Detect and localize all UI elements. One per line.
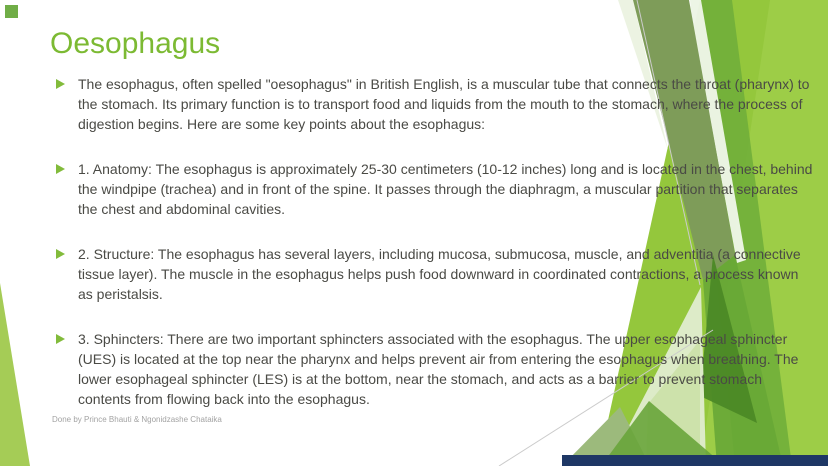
- bullet-text: 2. Structure: The esophagus has several layers, including mucosa, submucosa, muscle, and adventitia (a connective tissue layer). The muscle in the esophagus helps push food downward in coordinated contractions, a process known as peristalsis.: [78, 246, 801, 302]
- bullet-item: [53, 74, 815, 134]
- bullet-text: 1. Anatomy: The esophagus is approximately 25-30 centimeters (10-12 inches) long and is located in the chest, behind the windpipe (trachea) and in front of the spine. It passes through the diaphragm, a muscular partition that separates the chest and abdominal cavities.: [78, 161, 813, 217]
- top-left-green-marker: [5, 5, 18, 18]
- bullet-item: [53, 329, 815, 409]
- bullet-item: [53, 159, 815, 219]
- bullet-item: [53, 244, 815, 304]
- bullet-arrow-icon: [56, 334, 65, 344]
- bullet-arrow-icon: [56, 249, 65, 259]
- bullet-text: The esophagus, often spelled "oesophagus" in British English, is a muscular tube that connects the throat (pharynx) to the stomach. Its primary function is to transport food and liquids from the mouth to the stomach, where the process of digestion begins. Here are some key points about the esophagus:: [78, 76, 810, 132]
- decor-bottom-left-wedge: [0, 283, 30, 466]
- slide-title: Oesophagus: [50, 27, 221, 60]
- bottom-right-navy-bar: [562, 455, 828, 466]
- bullet-arrow-icon: [56, 79, 65, 89]
- footer-credit: Done by Prince Bhauti & Ngonidzashe Chataika: [52, 415, 222, 424]
- bullet-text: 3. Sphincters: There are two important sphincters associated with the esophagus. The upper esophageal sphincter (UES) is located at the top near the pharynx and helps prevent air from entering the esophagus when breathing. The lower esophageal sphincter (LES) is at the bottom, near the stomach, and acts as a barrier to prevent stomach contents from flowing back into the esophagus.: [78, 331, 799, 407]
- bullet-arrow-icon: [56, 164, 65, 174]
- bullet-list: [53, 74, 815, 409]
